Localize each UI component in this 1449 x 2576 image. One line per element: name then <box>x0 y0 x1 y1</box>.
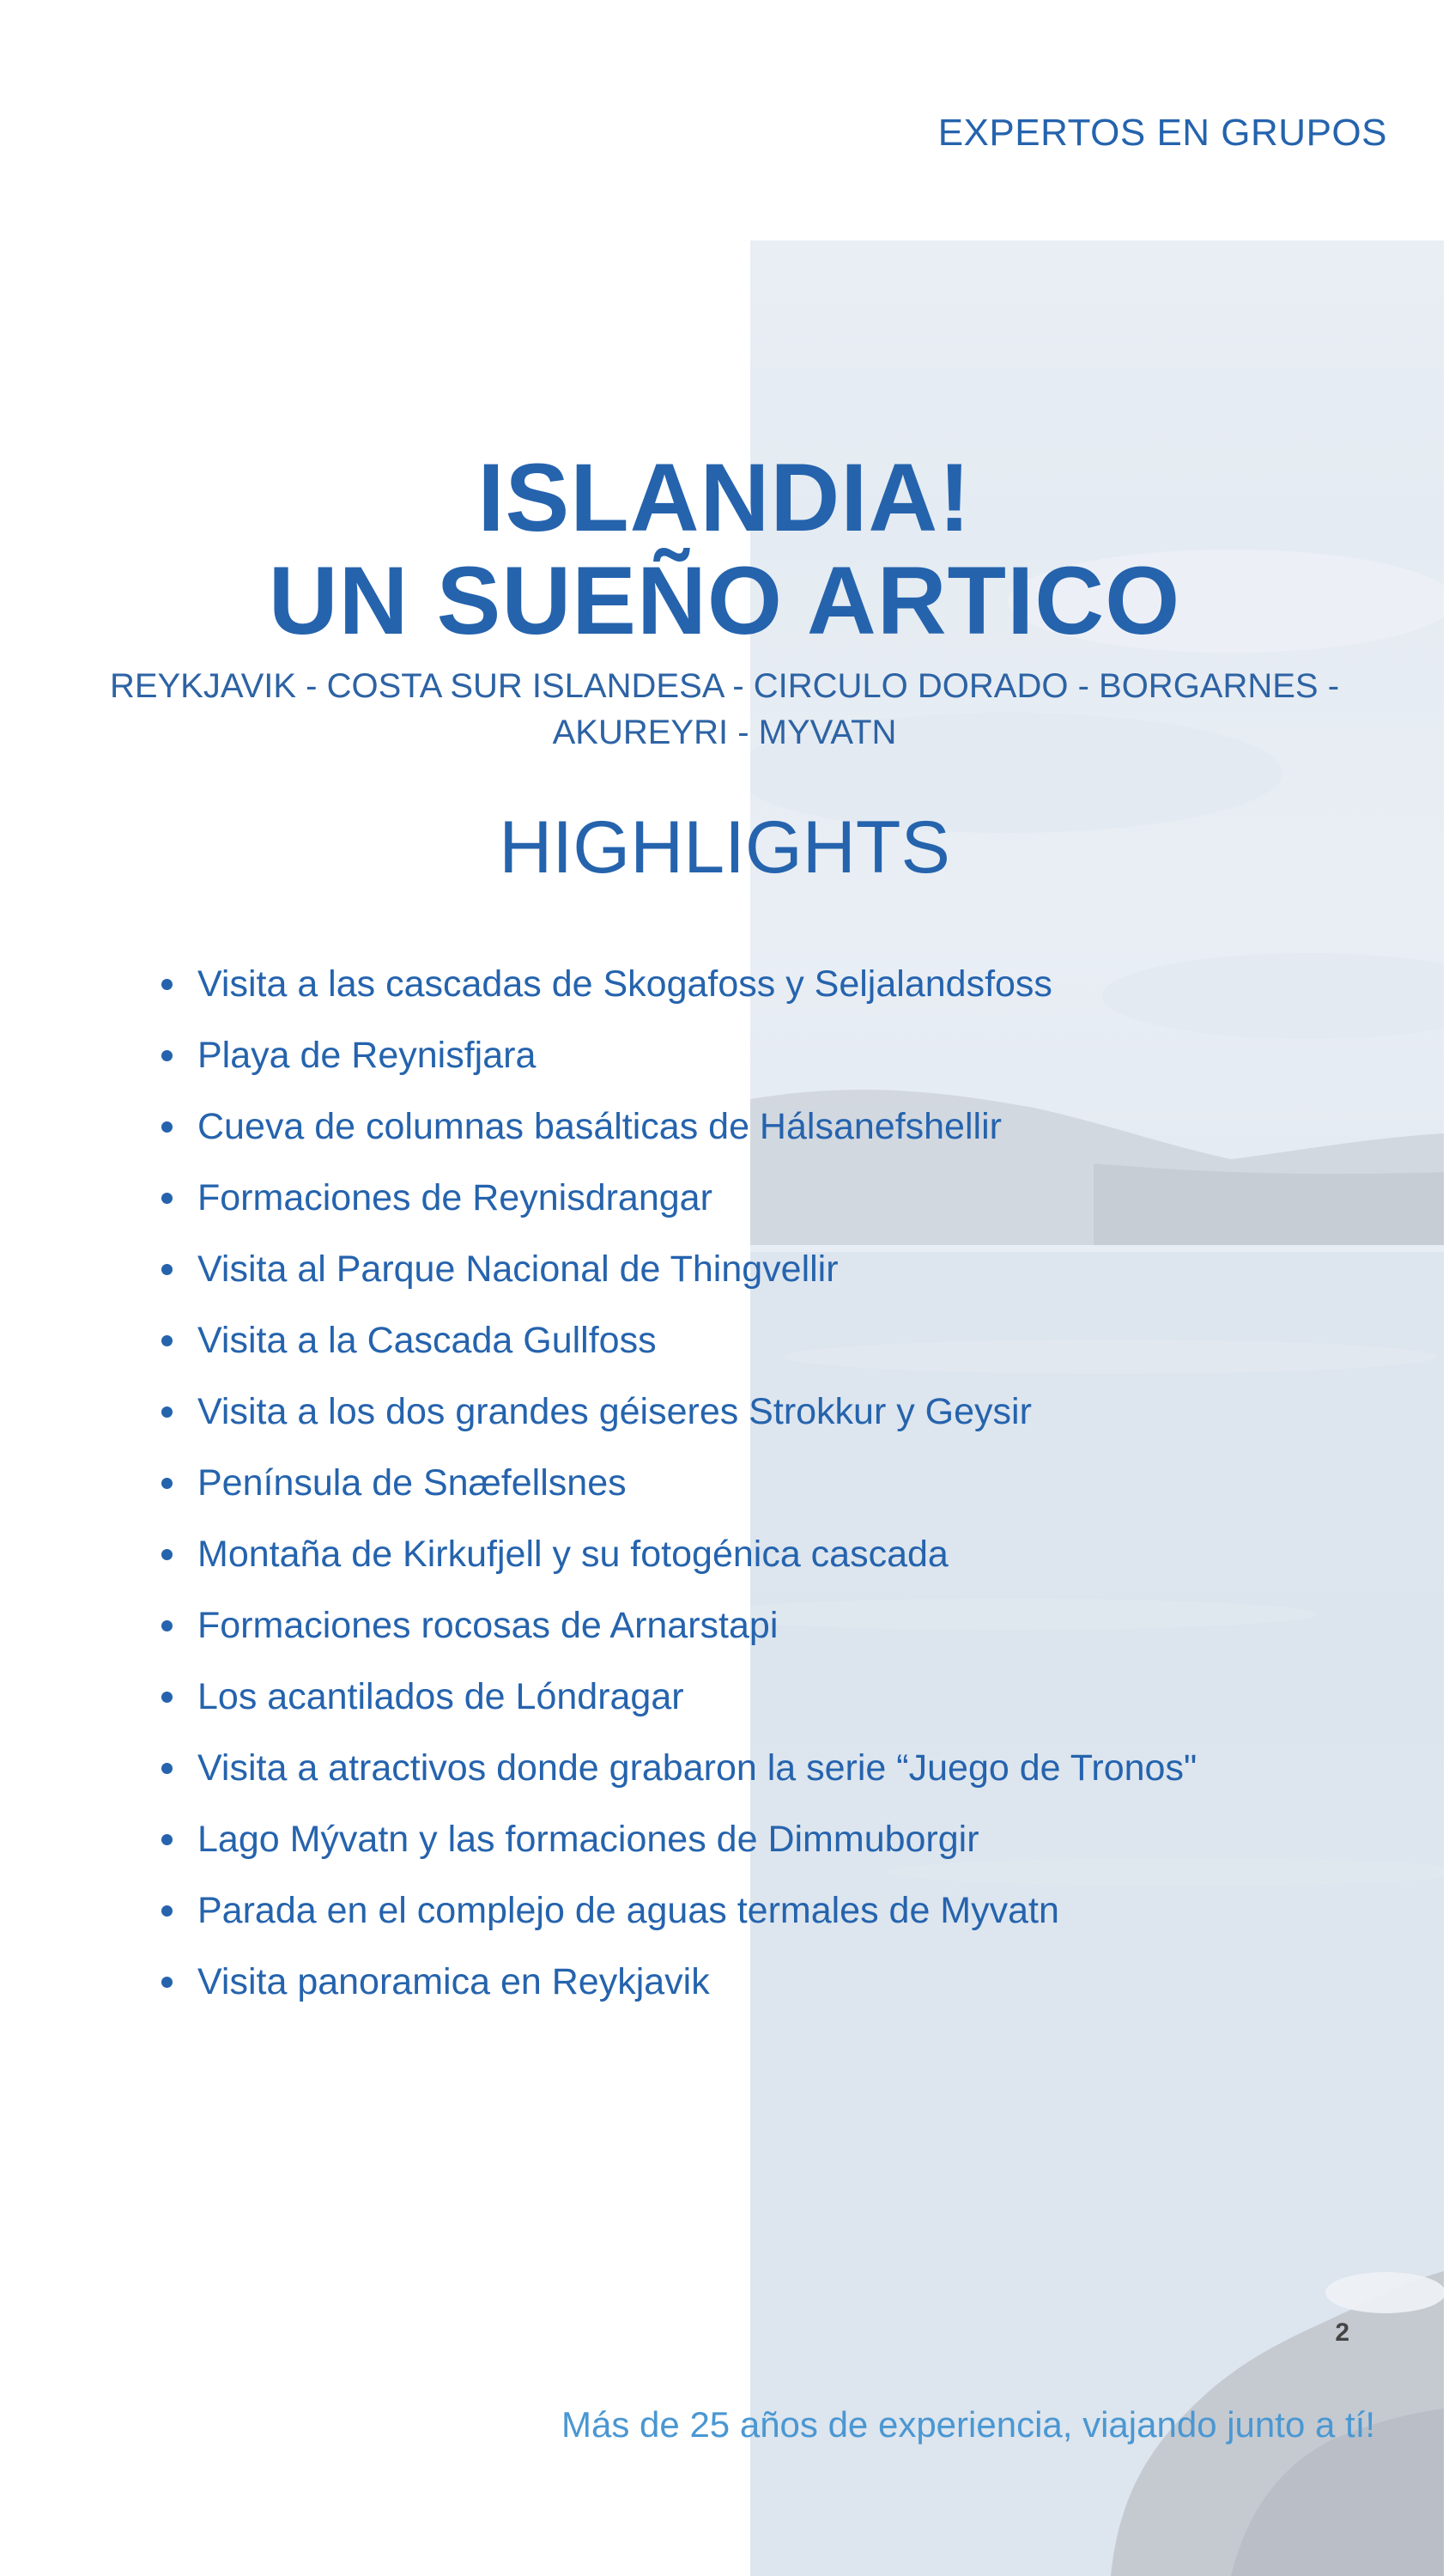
bullet-icon <box>161 1905 173 1917</box>
list-item <box>161 949 1380 1020</box>
list-item-text: Visita a los dos grandes géiseres Strokkur y Geysir <box>197 1391 1032 1432</box>
list-item-text: Formaciones rocosas de Arnarstapi <box>197 1605 779 1646</box>
bullet-icon <box>161 1478 173 1489</box>
list-item <box>161 1091 1380 1163</box>
bullet-icon <box>161 1193 173 1204</box>
list-item-text: Parada en el complejo de aguas termales de Myvatn <box>197 1890 1059 1931</box>
bullet-icon <box>161 1834 173 1845</box>
list-item <box>161 1733 1380 1804</box>
footer-slogan: Más de 25 años de experiencia, viajando junto a tí! <box>561 2404 1375 2445</box>
list-item <box>161 1662 1380 1733</box>
list-item-text: Los acantilados de Lóndragar <box>197 1676 684 1717</box>
bullet-icon <box>161 1050 173 1061</box>
list-item <box>161 1804 1380 1875</box>
list-item <box>161 1590 1380 1662</box>
list-item <box>161 1448 1380 1519</box>
list-item-text: Península de Snæfellsnes <box>197 1462 627 1504</box>
title-line-2: UN SUEÑO ARTICO <box>268 547 1181 654</box>
bullet-icon <box>161 1692 173 1703</box>
list-item <box>161 1376 1380 1448</box>
bullet-icon <box>161 1620 173 1631</box>
list-item-text: Visita al Parque Nacional de Thingvellir <box>197 1249 839 1290</box>
bullet-icon <box>161 1264 173 1275</box>
list-item-text: Montaña de Kirkufjell y su fotogénica cascada <box>197 1534 949 1575</box>
bullet-icon <box>161 1121 173 1133</box>
list-item-text: Cueva de columnas basálticas de Hálsanefshellir <box>197 1106 1002 1147</box>
page-number: 2 <box>1335 2318 1349 2347</box>
list-item-text: Lago Mývatn y las formaciones de Dimmuborgir <box>197 1819 979 1860</box>
list-item-text: Visita a atractivos donde grabaron la serie “Juego de Tronos" <box>197 1747 1197 1789</box>
list-item-text: Visita panoramica en Reykjavik <box>197 1961 710 2002</box>
bullet-icon <box>161 1549 173 1560</box>
title-line-1: ISLANDIA! <box>477 444 972 551</box>
bullet-icon <box>161 1335 173 1346</box>
bullet-icon <box>161 1406 173 1418</box>
bullet-icon <box>161 979 173 990</box>
route-subtitle: REYKJAVIK - COSTA SUR ISLANDESA - CIRCULO DORADO - BORGARNES - AKUREYRI - MYVATN <box>109 667 1340 751</box>
list-item-text: Playa de Reynisfjara <box>197 1035 537 1076</box>
header-tagline: EXPERTOS EN GRUPOS <box>937 112 1387 154</box>
list-item <box>161 1519 1380 1590</box>
bullet-icon <box>161 1763 173 1774</box>
list-item <box>161 1947 1380 2018</box>
list-item <box>161 1163 1380 1234</box>
list-item <box>161 1020 1380 1091</box>
highlights-heading: HIGHLIGHTS <box>499 806 950 889</box>
list-item-text: Formaciones de Reynisdrangar <box>197 1177 712 1218</box>
list-item-text: Visita a la Cascada Gullfoss <box>197 1320 657 1361</box>
list-item <box>161 1305 1380 1376</box>
bullet-icon <box>161 1977 173 1988</box>
page-title <box>0 444 1449 654</box>
highlights-list <box>161 949 1380 2018</box>
list-item <box>161 1234 1380 1305</box>
list-item-text: Visita a las cascadas de Skogafoss y Seljalandsfoss <box>197 963 1052 1005</box>
list-item <box>161 1875 1380 1947</box>
